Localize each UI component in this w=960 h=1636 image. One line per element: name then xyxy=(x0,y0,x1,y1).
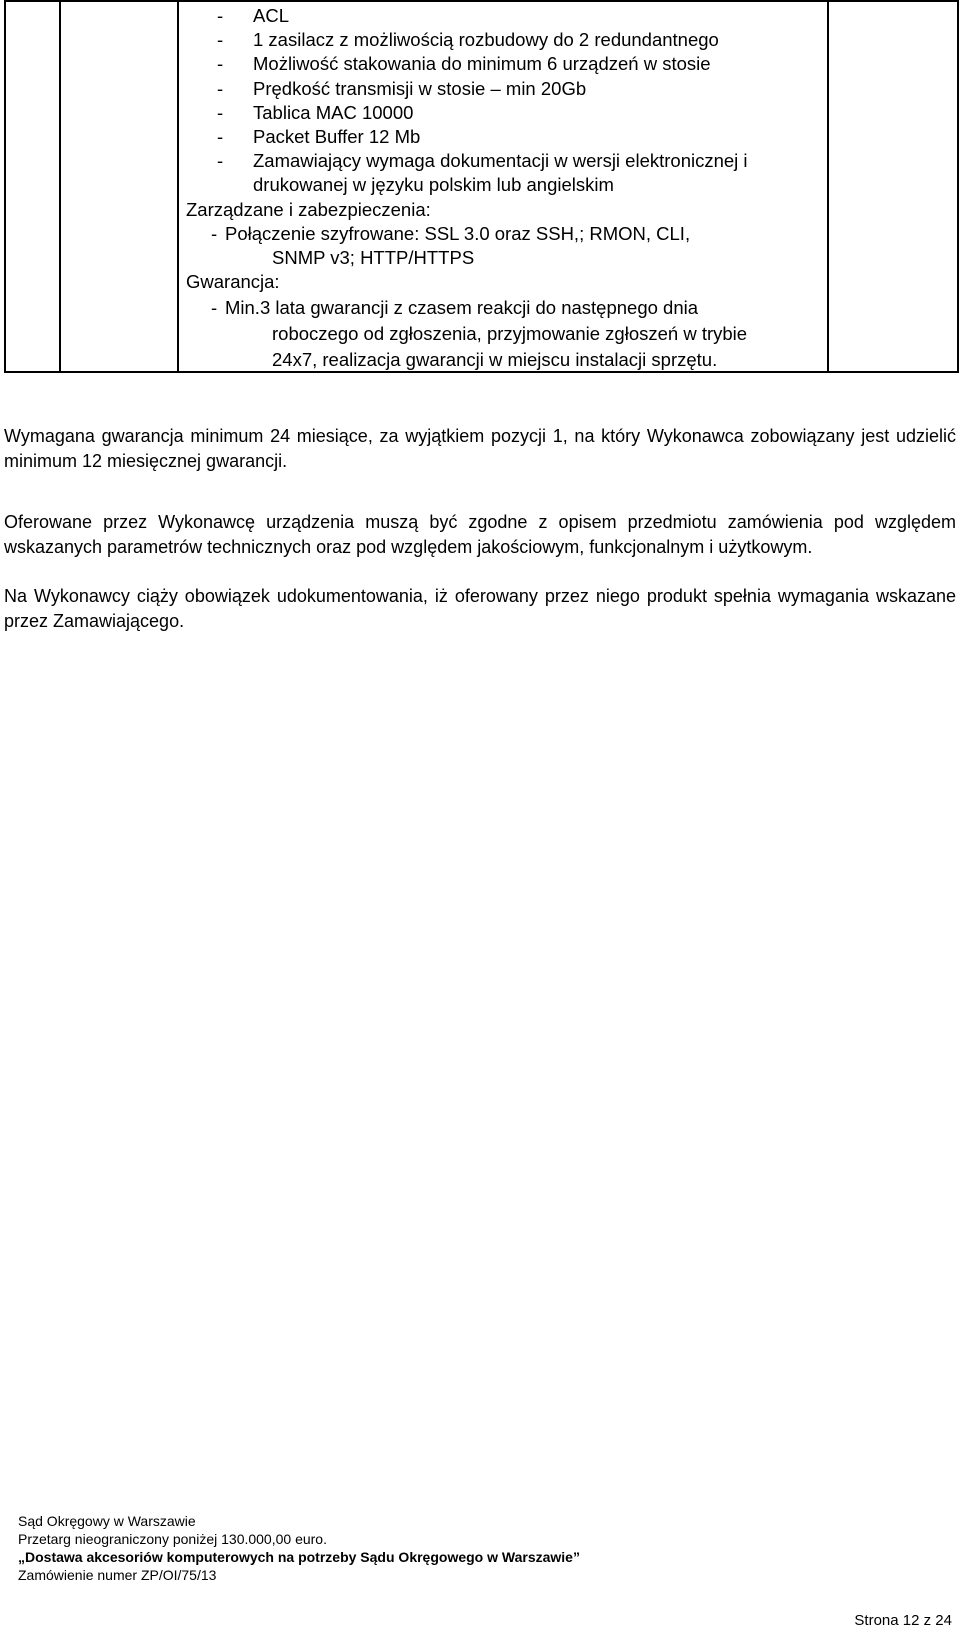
warranty-paragraph: Wymagana gwarancja minimum 24 miesiące, za wyjątkiem pozycji 1, na który Wykonawca zobowiązany jest udzielić minimum 12 miesięcznej gwarancji. xyxy=(4,426,956,471)
footer-court: Sąd Okręgowy w Warszawie xyxy=(18,1513,196,1529)
footer-order-number: Zamówienie numer ZP/OI/75/13 xyxy=(18,1567,217,1583)
footer-tender: Przetarg nieograniczony poniżej 130.000,00 euro. xyxy=(18,1531,327,1547)
table-cell-specification xyxy=(178,1,828,372)
compliance-paragraph: Oferowane przez Wykonawcę urządzenia muszą być zgodne z opisem przedmiotu zamówienia pod względem wskazanych parametrów technicznych oraz pod względem jakościowym, funkcjonalnym i użytkowym. xyxy=(4,512,956,557)
page-footer xyxy=(18,1512,580,1584)
list-item: - Zamawiający wymaga dokumentacji w wersji elektronicznej i drukowanej w języku polskim lub angielskim xyxy=(217,150,748,196)
table-cell-number xyxy=(5,1,60,372)
list-item: - Packet Buffer 12 Mb xyxy=(217,126,421,148)
management-line: Połączenie szyfrowane: SSL 3.0 oraz SSH,; RMON, CLI, xyxy=(225,223,691,244)
table-row xyxy=(5,1,958,372)
list-item: - Prędkość transmisji w stosie – min 20Gb xyxy=(217,77,587,99)
table-cell-offer xyxy=(828,1,958,372)
page-number: Strona 12 z 24 xyxy=(854,1612,952,1629)
documentation-paragraph: Na Wykonawcy ciąży obowiązek udokumentowania, iż oferowany przez niego produkt spełnia wymagania wskazane przez Zamawiającego. xyxy=(4,586,956,631)
list-item: - ACL xyxy=(217,5,289,26)
spec-table xyxy=(4,0,959,373)
warranty-item: - Min.3 lata gwarancji z czasem reakcji do następnego dnia roboczego od zgłoszenia, przyjmowanie zgłoszeń w trybie 24x7, realizacja gwarancji w miejscu instalacji sprzętu. xyxy=(211,295,781,373)
management-heading: Zarządzane i zabezpieczenia: xyxy=(186,199,431,220)
list-item: - 1 zasilacz z możliwością rozbudowy do 2 redundantnego xyxy=(217,29,719,51)
footer-title: „Dostawa akcesoriów komputerowych na potrzeby Sądu Okręgowego w Warszawie” xyxy=(18,1549,580,1565)
list-item: - Tablica MAC 10000 xyxy=(217,101,414,123)
warranty-line: 24x7, realizacja gwarancji w miejscu instalacji sprzętu. xyxy=(272,349,718,370)
warranty-line: Min.3 lata gwarancji z czasem reakcji do następnego dnia xyxy=(225,297,699,318)
table-cell-name xyxy=(60,1,178,372)
spec-list xyxy=(217,4,813,198)
management-line: SNMP v3; HTTP/HTTPS xyxy=(272,247,475,269)
warranty-heading: Gwarancja: xyxy=(186,271,280,292)
warranty-line: roboczego od zgłoszenia, przyjmowanie zgłoszeń w trybie xyxy=(272,323,748,344)
management-item: - Połączenie szyfrowane: SSL 3.0 oraz SSH,; RMON, CLI, SNMP v3; HTTP/HTTPS xyxy=(211,222,751,270)
list-item: - Możliwość stakowania do minimum 6 urządzeń w stosie xyxy=(217,53,711,75)
